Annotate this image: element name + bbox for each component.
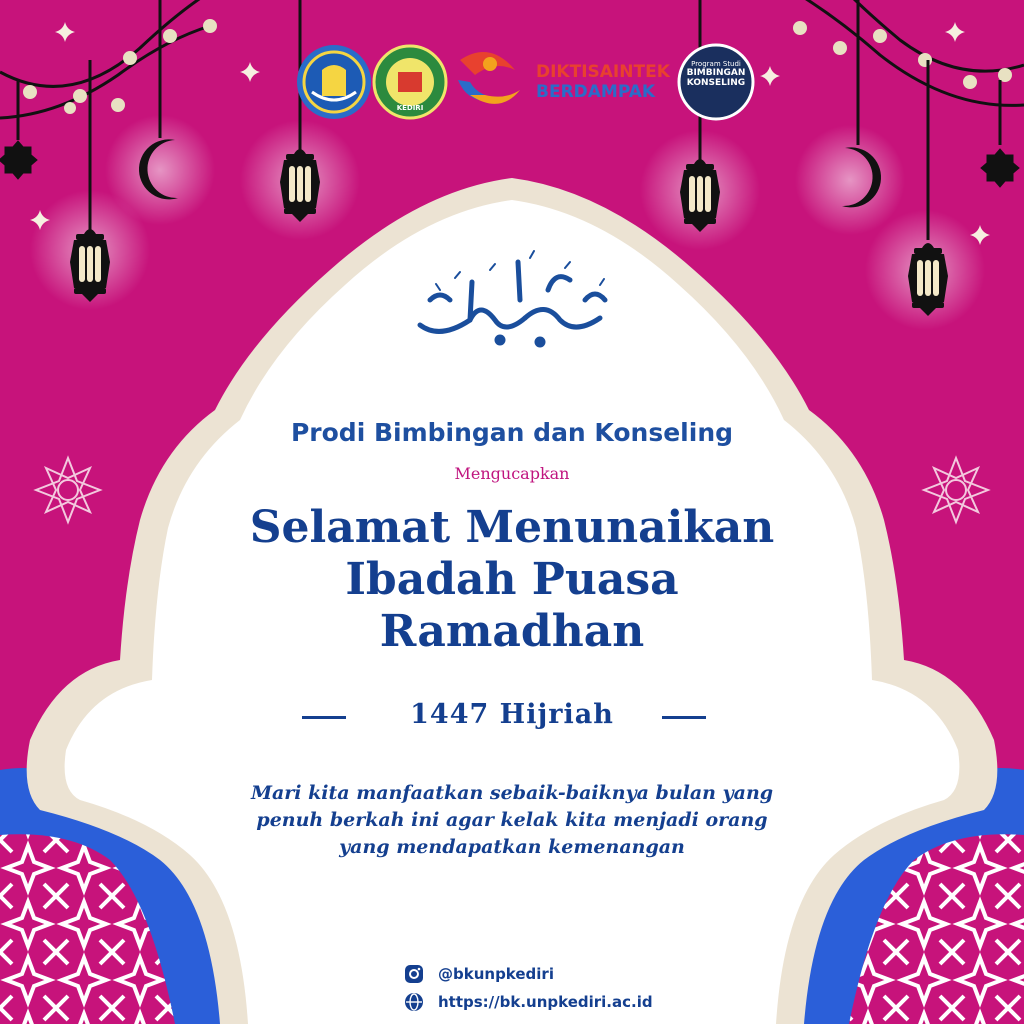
mengucapkan-text: Mengucapkan <box>454 464 570 483</box>
website-url[interactable]: https://bk.unpkediri.ac.id <box>438 993 653 1011</box>
unp-logo-text: KEDIRI <box>396 104 424 112</box>
instagram-handle[interactable]: @bkunpkediri <box>438 965 554 983</box>
tut-wuri-handayani-logo <box>297 45 371 119</box>
diktisaintek-line2: BERDAMPAK <box>536 82 656 102</box>
prodi-title: Prodi Bimbingan dan Konseling <box>290 418 734 447</box>
bk-logo-text <box>684 60 748 88</box>
headline-line2: Ibadah Puasa <box>345 554 679 605</box>
instagram-icon <box>404 964 424 984</box>
message-line2: penuh berkah ini agar kelak kita menjadi orang <box>256 809 768 831</box>
diktisaintek-logo <box>458 52 520 104</box>
message-line1: Mari kita manfaatkan sebaik-baiknya bulan yang <box>250 782 774 804</box>
website-row[interactable] <box>404 990 653 1014</box>
divider-right <box>662 716 706 719</box>
bk-logo-line2: BIMBINGAN <box>686 68 746 78</box>
diktisaintek-line1: DIKTISAINTEK <box>536 62 670 82</box>
headline-line1: Selamat Menunaikan <box>249 502 775 553</box>
diktisaintek-wordmark <box>536 62 670 102</box>
headline-line3: Ramadhan <box>379 606 645 657</box>
instagram-row[interactable] <box>404 962 554 986</box>
globe-icon <box>404 992 424 1012</box>
message-line3: yang mendapatkan kemenangan <box>339 836 685 858</box>
bk-logo-line3: KONSELING <box>686 78 746 88</box>
bk-logo-line1: Program Studi <box>691 60 741 68</box>
hijri-year: 1447 Hijriah <box>410 699 614 730</box>
